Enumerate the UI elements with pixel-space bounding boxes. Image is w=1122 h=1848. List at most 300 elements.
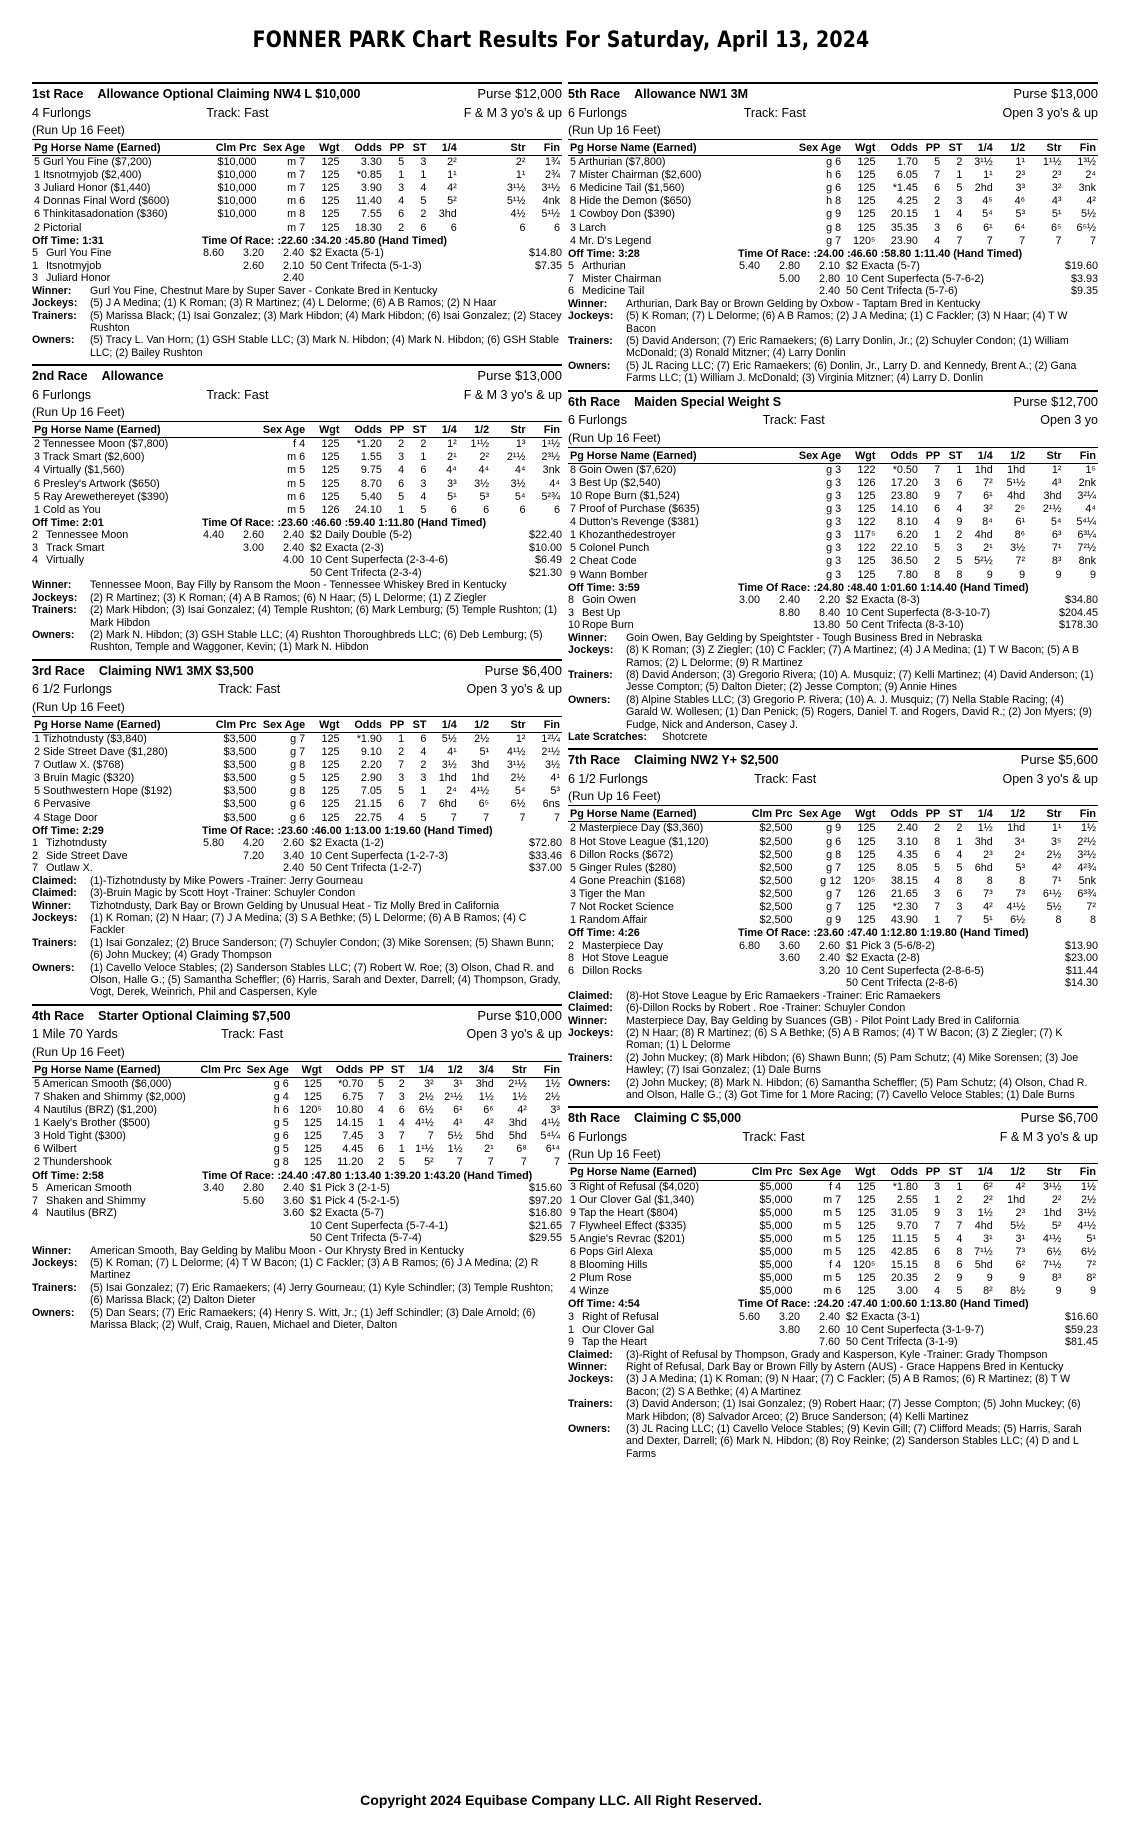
result-cell: m 6 xyxy=(287,490,306,503)
payoff-place: 2.60 xyxy=(242,529,264,542)
horse-row xyxy=(32,478,562,491)
info-label: Claimed: xyxy=(568,1348,613,1361)
result-cell: 6hd xyxy=(438,798,457,811)
result-cell: 125 xyxy=(857,914,876,927)
result-cell: 8 xyxy=(1019,874,1026,887)
result-cell: 2³ xyxy=(1015,1206,1026,1219)
result-cell: 3 xyxy=(956,901,963,914)
horse-name: 6 Thinkitasadonation ($360) xyxy=(34,208,168,221)
result-cell: 6⁸ xyxy=(516,1143,527,1156)
race-info-row xyxy=(32,1282,562,1307)
payoff-place: 4.20 xyxy=(242,837,264,850)
race-eligibility: F & M 3 yo's & up xyxy=(463,105,562,120)
race-info-row xyxy=(568,1002,1098,1014)
exotic-wager: $1 Pick 3 (5-6/8-2) xyxy=(846,939,935,952)
race-title xyxy=(568,1111,755,1125)
result-cell xyxy=(210,504,259,517)
result-cell: 4⁴ xyxy=(446,464,457,477)
horse-name: 7 Proof of Purchase ($635) xyxy=(570,503,700,516)
result-cell: 24.10 xyxy=(354,503,382,516)
result-cell: 2 xyxy=(956,156,963,169)
horse-row xyxy=(568,516,1098,529)
exotic-payout: $72.80 xyxy=(528,837,562,850)
column-header: Odds xyxy=(341,424,383,438)
info-label: Claimed: xyxy=(32,887,77,900)
result-cell: 2² xyxy=(447,156,457,169)
result-cell: 6 xyxy=(398,1104,405,1117)
payoff-horse: Virtually xyxy=(46,554,85,567)
exotic-wager: 50 Cent Trifecta (2-8-6) xyxy=(846,977,958,990)
result-cell: 6⁵ xyxy=(1051,221,1062,234)
column-header xyxy=(459,142,491,156)
column-header xyxy=(746,142,795,156)
exotic-wager: $2 Daily Double (5-2) xyxy=(310,529,413,542)
horse-name: 3 Track Smart ($2,600) xyxy=(34,451,145,464)
exotic-payout: $7.35 xyxy=(534,259,562,272)
result-cell: 4⁶ xyxy=(1014,195,1026,208)
payoff-show: 8.40 xyxy=(818,606,840,619)
payoff-win: 8.60 xyxy=(202,247,224,260)
horse-name: 6 Presley's Artwork ($650) xyxy=(34,477,160,490)
payoff-place: 5.00 xyxy=(778,272,800,285)
horse-row xyxy=(32,1156,562,1169)
race-info-row xyxy=(32,285,562,297)
column-header: 3/4 xyxy=(465,1064,496,1078)
result-cell: 18.30 xyxy=(354,221,382,234)
payoff-row xyxy=(32,1195,562,1208)
result-cell: 1²¼ xyxy=(541,732,560,745)
horse-name: 3 Juliard Honor ($1,440) xyxy=(34,182,151,195)
race-number: 2nd Race xyxy=(32,369,88,384)
off-time: Off Time: 2:01 xyxy=(32,516,104,529)
column-header: 1/2 xyxy=(436,1064,465,1078)
result-cell: g 3 xyxy=(826,463,842,476)
result-cell: 2 xyxy=(398,746,405,759)
result-cell: 3³ xyxy=(550,1104,560,1117)
column-header: Str xyxy=(1027,808,1063,822)
result-cell xyxy=(746,569,795,582)
horse-row xyxy=(568,529,1098,542)
race-type: Maiden Special Weight S xyxy=(634,394,782,409)
result-cell: 1½ xyxy=(1080,822,1096,835)
result-cell: 7 xyxy=(427,1130,434,1143)
result-cell: 125 xyxy=(857,848,876,861)
result-cell: 4⁴ xyxy=(549,477,560,490)
result-cell: 5⁴ xyxy=(514,785,526,798)
info-value: (3) J A Medina; (1) K Roman; (9) N Haar; (7) C Fackler; (5) A B Ramos; (6) R Martinez; (8) T W Bacon; (2) S A Bethke; (4) A Martinez xyxy=(626,1373,1071,1398)
horse-name: 3 Tiger the Man xyxy=(570,887,646,900)
result-cell: 2¹ xyxy=(983,542,993,555)
payoff-show: 3.60 xyxy=(282,1207,304,1220)
result-cell: 3nk xyxy=(542,464,560,477)
result-cell: 5² xyxy=(424,1156,434,1169)
result-cell: 8³ xyxy=(1051,555,1062,568)
result-cell: 1hd xyxy=(471,772,490,785)
horse-row xyxy=(568,1246,1098,1259)
result-cell: 120⁵ xyxy=(299,1104,322,1117)
horse-row xyxy=(568,182,1098,195)
result-cell: 7 xyxy=(934,1219,941,1232)
horse-name: 3 Larch xyxy=(570,221,607,234)
result-cell: 2 xyxy=(378,1156,385,1169)
result-cell: 5½ xyxy=(1046,901,1062,914)
result-cell: 7 xyxy=(934,901,941,914)
horse-name: 6 Pervasive xyxy=(34,798,91,811)
result-cell xyxy=(198,1130,244,1143)
column-header: Str xyxy=(496,1064,529,1078)
horse-name: 1 Khozanthedestroyer xyxy=(570,529,676,542)
race-title xyxy=(32,87,374,101)
payoff-place: 8.80 xyxy=(778,606,800,619)
payoff-program: 1 xyxy=(32,259,39,272)
payoff-program: 8 xyxy=(568,952,575,965)
result-cell: 1⁵ xyxy=(1085,463,1096,476)
results-table xyxy=(568,450,1098,582)
result-cell: 11.20 xyxy=(337,1156,364,1169)
payoff-horse: Masterpiece Day xyxy=(582,939,664,952)
horse-row xyxy=(568,555,1098,568)
result-cell: 6 xyxy=(934,848,941,861)
result-cell: 2 xyxy=(420,759,427,772)
result-cell: 117⁵ xyxy=(853,529,876,542)
result-cell: 1² xyxy=(447,438,457,451)
payoff-horse xyxy=(46,1232,184,1245)
result-cell: 1hd xyxy=(1007,1193,1026,1206)
result-cell: 6 xyxy=(398,208,405,221)
result-cell: 3² xyxy=(983,503,993,516)
result-cell: 2¹ xyxy=(484,1143,494,1156)
race-type: Allowance xyxy=(101,369,164,384)
payoff-horse: Itsnotmyjob xyxy=(46,259,102,272)
race-info-row xyxy=(568,1423,1098,1460)
result-cell: 4¹ xyxy=(453,1117,463,1130)
column-header: ST xyxy=(942,142,964,156)
horse-row xyxy=(568,914,1098,927)
payoff-show xyxy=(264,1232,304,1245)
payoff-place: 3.20 xyxy=(778,1311,800,1323)
column-header: 1/2 xyxy=(995,450,1027,464)
result-cell: 3¹½ xyxy=(506,182,526,195)
result-cell: 125 xyxy=(857,195,876,208)
result-cell: 125 xyxy=(321,221,340,234)
payoff-horse xyxy=(46,1220,184,1233)
column-header: Sex Age xyxy=(795,1166,844,1180)
horse-name: 9 Wann Bomber xyxy=(570,568,648,581)
race-eligibility: Open 3 yo xyxy=(1040,413,1098,428)
result-cell: 9 xyxy=(1019,1272,1026,1285)
info-value: (5) Isai Gonzalez; (7) Eric Ramaekers; (4) Jerry Gourneau; (1) Kyle Schindler; (3) Temple Rushton; (6) Marissa Black; (2) Dalton Dieter xyxy=(90,1281,554,1307)
result-cell: 1 xyxy=(398,732,405,745)
horse-row xyxy=(568,463,1098,477)
result-cell: 125 xyxy=(321,438,340,451)
column-header: 1/2 xyxy=(995,808,1027,822)
race-eligibility: Open 3 yo's & up xyxy=(1002,771,1098,786)
result-cell xyxy=(459,195,491,208)
result-cell: 15.15 xyxy=(890,1259,918,1272)
horse-row xyxy=(568,1180,1098,1194)
result-cell: m 6 xyxy=(287,451,306,464)
race-purse: Purse $5,600 xyxy=(1020,752,1098,768)
result-cell: 5½ xyxy=(441,732,457,745)
column-header: Pg Horse Name (Earned) xyxy=(32,1064,198,1078)
result-cell: 7¹½ xyxy=(974,1246,993,1259)
payoff-win xyxy=(720,273,760,286)
info-label: Owners: xyxy=(568,359,611,372)
result-cell: 3.10 xyxy=(896,835,918,848)
info-value: (8) K Roman; (3) Z Ziegler; (10) C Fackler; (7) A Martinez; (4) J A Medina; (1) T W Bacon; (5) A B Ramos; (2) L Delorme; (9) R Martinez xyxy=(626,644,1079,669)
result-cell: 7 xyxy=(956,489,963,502)
results-header-row xyxy=(568,142,1098,156)
result-cell: 125 xyxy=(857,156,876,169)
result-cell: 4 xyxy=(956,503,963,516)
info-label: Jockeys: xyxy=(568,644,614,657)
horse-row xyxy=(32,1117,562,1130)
race-info-row xyxy=(568,1077,1098,1102)
result-cell: 9 xyxy=(1019,568,1026,581)
race-info-row xyxy=(32,297,562,309)
result-cell: 125 xyxy=(857,822,876,835)
result-cell: 5½ xyxy=(1010,1219,1026,1232)
result-cell: 2 xyxy=(420,438,427,451)
result-cell xyxy=(746,503,795,516)
result-cell: 17.20 xyxy=(890,476,918,489)
exotic-wager: 10 Cent Superfecta (1-2-7-3) xyxy=(310,849,449,862)
result-cell: 3 xyxy=(934,887,941,900)
race-type: Claiming NW1 3MX $3,500 xyxy=(98,663,254,678)
race-purse: Purse $13,000 xyxy=(1013,86,1098,101)
result-cell: m 6 xyxy=(287,195,306,208)
result-cell xyxy=(198,1143,244,1156)
result-cell: 1½ xyxy=(977,1206,993,1219)
horse-row xyxy=(568,208,1098,221)
result-cell: 8 xyxy=(986,874,993,887)
column-header: Pg Horse Name (Earned) xyxy=(568,808,746,822)
result-cell: 2¹½ xyxy=(1042,503,1062,516)
column-header: Fin xyxy=(528,719,562,733)
result-cell: 1 xyxy=(420,451,427,464)
info-label: Jockeys: xyxy=(32,911,78,924)
horse-row xyxy=(568,235,1098,248)
result-cell: 8nk xyxy=(1078,555,1096,568)
payoff-program: 5 xyxy=(568,260,575,273)
result-cell xyxy=(746,208,795,221)
result-cell: 7.45 xyxy=(342,1130,364,1143)
result-cell: 2²½ xyxy=(1077,835,1096,848)
horse-row xyxy=(568,503,1098,516)
exotic-payout: $97.20 xyxy=(528,1194,562,1207)
result-cell: $10,000 xyxy=(217,208,257,221)
result-cell: $10,000 xyxy=(217,169,257,182)
payoff-row xyxy=(32,1232,562,1245)
run-up: (Run Up 16 Feet) xyxy=(32,699,562,717)
info-label: Winner: xyxy=(568,1014,608,1027)
result-cell: 4¹ xyxy=(447,746,457,759)
horse-row xyxy=(568,849,1098,862)
payoff-win: 6.80 xyxy=(738,939,760,952)
payoff-program: 2 xyxy=(568,939,575,952)
info-value: (8) David Anderson; (3) Gregorio Rivera; (10) A. Musquiz; (7) Kelli Martinez; (4) David Anderson; (1) Jesse Compton; (5) Dalton Dieter; (2) Jesse Compton; (9) Annie Hines xyxy=(626,668,1094,694)
result-cell: g 9 xyxy=(826,914,842,927)
horse-row xyxy=(32,732,562,746)
column-header xyxy=(746,450,795,464)
column-header: Clm Prc xyxy=(210,142,259,156)
race-info-row xyxy=(568,1015,1098,1027)
result-cell: 125 xyxy=(303,1156,322,1169)
result-cell: 1½ xyxy=(511,1090,527,1103)
result-cell: 1 xyxy=(420,785,427,798)
result-cell: 21.15 xyxy=(354,798,382,811)
horse-name: 4 Donnas Final Word ($600) xyxy=(34,195,170,208)
horse-name: 1 Cold as You xyxy=(34,503,101,516)
result-cell: 7 xyxy=(553,811,560,824)
result-cell: 1½ xyxy=(447,1143,463,1156)
result-cell: 6ns xyxy=(542,798,560,811)
info-value: (5) Dan Sears; (7) Eric Ramaekers; (4) Henry S. Witt, Jr.; (1) Jeff Schindler; (3) Dale Arnold; (6) Marissa Black; (2) Wulf, Craig, Rauen, Michael and Dieter, Dalton xyxy=(90,1306,536,1332)
result-cell: 3hd xyxy=(974,835,993,848)
info-value: (5) Marissa Black; (1) Isai Gonzalez; (3) Mark Hibdon; (4) Mark Hibdon; (6) Isai Gonzalez; (2) Stacey Rushton xyxy=(90,309,562,334)
info-value: (2) N Haar; (8) R Martinez; (6) S A Bethke; (5) A B Ramos; (4) T W Bacon; (3) Z Ziegler; (7) K Roman; (1) L Delorme xyxy=(626,1027,1063,1052)
column-header: 1/4 xyxy=(964,142,994,156)
info-value: (2) John Muckey; (8) Mark Hibdon; (6) Shawn Bunn; (5) Pam Schutz; (4) Mike Sorensen; (3) Joe Hawley; (7) Isai Gonzalez; (1) Dale Burns xyxy=(626,1051,1079,1077)
race-conditions xyxy=(568,1127,1098,1146)
result-cell: 9 xyxy=(986,1272,993,1285)
result-cell: $10,000 xyxy=(217,182,257,195)
result-cell: 7² xyxy=(983,476,993,489)
race-title xyxy=(32,664,268,678)
result-cell: *1.80 xyxy=(892,1180,918,1193)
result-cell xyxy=(746,529,795,542)
info-value: (5) JL Racing LLC; (7) Eric Ramaekers; (6) Donlin, Jr., Larry D. and Kennedy, Brent A.; (2) Gana Farms LLC; (1) William J. McDonald; (3) Virginia Mitzner; (4) Larry D. Donlin xyxy=(626,359,1077,385)
result-cell xyxy=(746,156,795,170)
column-header: Sex Age xyxy=(795,808,844,822)
column-header: Pg Horse Name (Earned) xyxy=(568,450,746,464)
info-label: Owners: xyxy=(568,693,611,706)
payoff-win: 5.80 xyxy=(202,837,224,850)
horse-row xyxy=(568,836,1098,849)
exotic-wager: 10 Cent Superfecta (5-7-4-1) xyxy=(310,1219,449,1232)
result-cell: 2³ xyxy=(1051,169,1062,182)
result-cell: 8 xyxy=(956,1246,963,1259)
info-label: Owners: xyxy=(568,1076,611,1089)
result-cell xyxy=(459,222,491,235)
result-cell: m 7 xyxy=(287,169,306,182)
horse-row xyxy=(568,1233,1098,1246)
result-cell: 1¹½ xyxy=(415,1143,434,1156)
race-info-row xyxy=(568,1349,1098,1361)
horse-row xyxy=(568,888,1098,901)
payoff-row xyxy=(32,272,562,285)
payoff-win xyxy=(720,1324,760,1337)
result-cell: 3½ xyxy=(510,477,526,490)
result-cell: g 3 xyxy=(826,516,842,529)
result-cell: m 5 xyxy=(823,1219,842,1232)
info-value: (2) R Martinez; (3) K Roman; (4) A B Ramos; (6) N Haar; (5) L Delorme; (1) Z Ziegler xyxy=(90,591,487,604)
result-cell: 1 xyxy=(934,208,941,221)
result-cell: 8.10 xyxy=(896,516,918,529)
horse-name: 2 Cheat Code xyxy=(570,555,637,568)
payoff-place: 2.80 xyxy=(242,1182,264,1195)
result-cell: 4nk xyxy=(542,195,560,208)
horse-row xyxy=(568,169,1098,182)
payoff-place xyxy=(224,1232,264,1245)
column-header: 1/2 xyxy=(995,1166,1027,1180)
race-info-row xyxy=(32,1307,562,1332)
race-eligibility: F & M 3 yo's & up xyxy=(999,1129,1098,1144)
column-header: Str xyxy=(1027,450,1063,464)
payoff-show: 2.40 xyxy=(282,541,304,554)
race-distance: 6 Furlongs xyxy=(568,1129,628,1144)
results-table xyxy=(32,1064,562,1170)
result-cell: 125 xyxy=(857,503,876,516)
result-cell: $3,500 xyxy=(223,772,257,785)
exotic-wager: $2 Exacta (5-7) xyxy=(310,1207,384,1220)
column-header: PP xyxy=(384,142,406,156)
result-cell: 4 xyxy=(398,811,405,824)
result-cell: 6½ xyxy=(1046,1246,1062,1259)
result-cell: 6 xyxy=(519,221,526,234)
column-header: Fin xyxy=(529,1064,562,1078)
result-cell: 2 xyxy=(934,555,941,568)
result-cell: $3,500 xyxy=(223,785,257,798)
payoff-row xyxy=(568,619,1098,632)
run-up: (Run Up 16 Feet) xyxy=(568,1146,1098,1164)
result-cell: 9 xyxy=(1089,568,1096,581)
payoff-horse: Tizhotndusty xyxy=(46,837,107,850)
horse-row xyxy=(568,542,1098,555)
result-cell: m 5 xyxy=(287,464,306,477)
result-cell: 125 xyxy=(857,1232,876,1245)
horse-row xyxy=(568,822,1098,836)
result-cell: 5hd xyxy=(974,1259,993,1272)
result-cell: 3 xyxy=(934,1180,941,1193)
result-cell: g 3 xyxy=(826,542,842,555)
column-header: 1/4 xyxy=(964,808,994,822)
horse-row xyxy=(32,1143,562,1156)
result-cell: 5 xyxy=(956,182,963,195)
result-cell: 7¹ xyxy=(1051,874,1062,887)
result-cell: 6 xyxy=(398,798,405,811)
result-cell: 5¹½ xyxy=(1006,476,1026,489)
horse-name: 5 Colonel Punch xyxy=(570,542,650,555)
payoff-program: 5 xyxy=(32,1182,39,1195)
result-cell: 5¹ xyxy=(1086,1232,1096,1245)
result-cell: 3 xyxy=(956,195,963,208)
race-header xyxy=(568,1106,1098,1127)
race-info-row xyxy=(568,1398,1098,1423)
result-cell: 2³ xyxy=(1015,169,1026,182)
horse-name: 5 Southwestern Hope ($192) xyxy=(34,785,173,798)
result-cell: 3⁴ xyxy=(1014,835,1026,848)
results-header-row xyxy=(568,450,1098,464)
horse-name: 10 Rope Burn ($1,524) xyxy=(570,489,680,502)
result-cell xyxy=(198,1077,244,1091)
result-cell: 125 xyxy=(321,182,340,195)
info-value: Gurl You Fine, Chestnut Mare by Super Saver - Conkate Bred in Kentucky xyxy=(90,284,438,297)
info-value: (3) JL Racing LLC; (1) Cavello Veloce Stables; (9) Kevin Gill; (7) Clifford Meads; (5) Harris, Sarah and Dexter, Darrell; (6) Mark N. Hibdon; (8) Roy Reinke; (2) Sanderson Stables LLC; (4) D and L Farms xyxy=(626,1422,1082,1460)
result-cell: g 7 xyxy=(826,887,842,900)
result-cell: 5½ xyxy=(1080,208,1096,221)
result-cell: 4 xyxy=(956,1232,963,1245)
horse-name: 9 Tap the Heart ($804) xyxy=(570,1206,678,1219)
result-cell: 3hd xyxy=(475,1077,494,1090)
result-cell: 2⁵ xyxy=(1014,503,1026,516)
result-cell: 6 xyxy=(450,503,457,516)
result-cell: 20.15 xyxy=(890,208,918,221)
payoff-program: 2 xyxy=(32,849,39,862)
result-cell xyxy=(746,222,795,235)
result-cell: 4² xyxy=(1015,1180,1026,1193)
payoff-row xyxy=(32,1207,562,1220)
